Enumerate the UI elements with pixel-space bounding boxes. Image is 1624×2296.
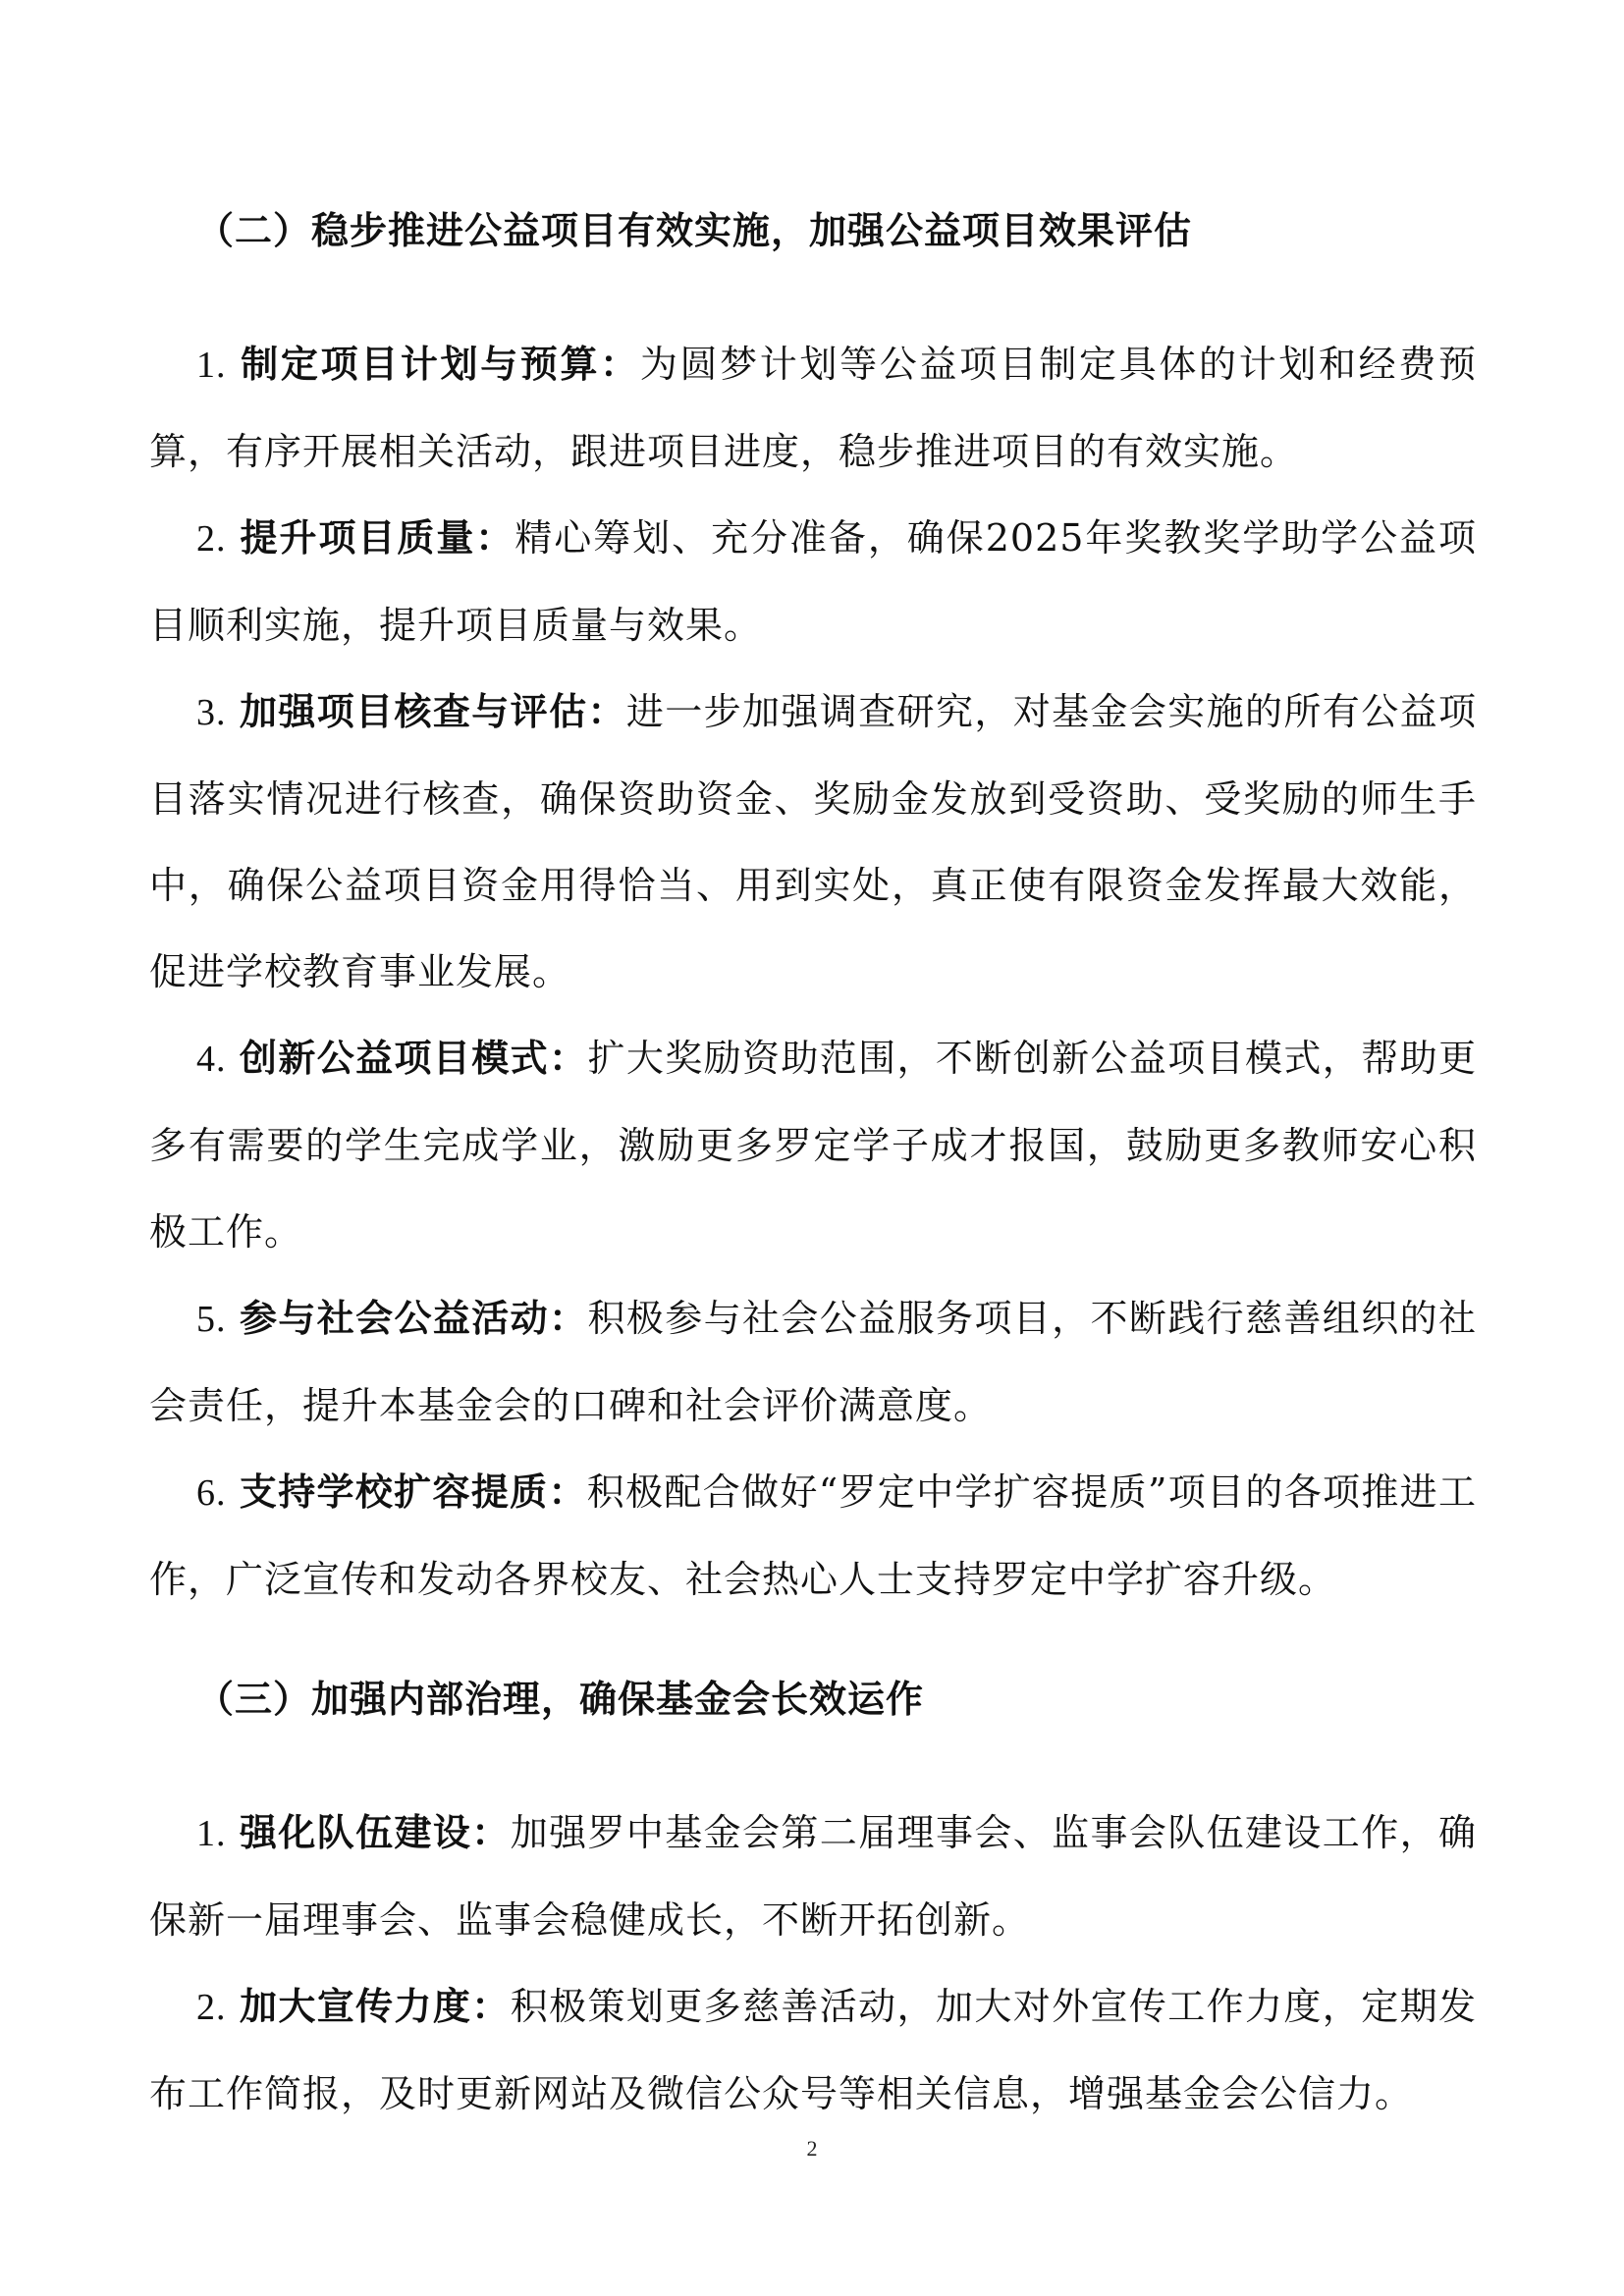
item-number: 2.: [196, 1987, 227, 2028]
item-number: 3.: [196, 692, 227, 733]
item-text: 扩大奖励资助范围，不断创新公益项目模式，帮助更多有需要的学生完成学业，激励更多罗定学子成才报国，鼓励更多教师安心积极工作。: [149, 1037, 1477, 1254]
list-item: [149, 1789, 1477, 1963]
item-number: 1.: [196, 345, 227, 386]
item-title: 创新公益项目模式：: [239, 1036, 588, 1080]
item-number: 2.: [196, 518, 227, 560]
item-text: 积极配合做好“罗定中学扩容提质”项目的各项推进工作，广泛宣传和发动各界校友、社会热心人士支持罗定中学扩容升级。: [149, 1470, 1477, 1601]
list-item: [149, 495, 1477, 668]
list-item: [149, 1275, 1477, 1449]
item-title: 参与社会公益活动：: [239, 1296, 588, 1340]
item-title: 提升项目质量：: [240, 515, 515, 560]
item-title: 加大宣传力度：: [239, 1984, 511, 2028]
item-title: 加强项目核查与评估：: [239, 689, 626, 733]
page-number: 2: [806, 2136, 818, 2161]
list-item: [149, 1449, 1477, 1623]
list-item: [149, 1963, 1477, 2137]
list-item: [149, 1015, 1477, 1275]
item-number: 6.: [196, 1472, 227, 1514]
item-text: 进一步加强调查研究，对基金会实施的所有公益项目落实情况进行核查，确保资助资金、奖励金发放到受资助、受奖励的师生手中，确保公益项目资金用得恰当、用到实处，真正使有限资金发挥最大效能，促进学校教育事业发展。: [149, 690, 1477, 993]
item-text: 加强罗中基金会第二届理事会、监事会队伍建设工作，确保新一届理事会、监事会稳健成长，不断开拓创新。: [149, 1811, 1477, 1942]
list-item: [149, 668, 1477, 1015]
item-text: 积极参与社会公益服务项目，不断践行慈善组织的社会责任，提升本基金会的口碑和社会评价满意度。: [149, 1297, 1477, 1427]
item-number: 4.: [196, 1039, 227, 1080]
item-number: 5.: [196, 1299, 227, 1340]
item-number: 1.: [196, 1813, 227, 1854]
section-heading-2: （二）稳步推进公益项目有效实施，加强公益项目效果评估: [196, 208, 1193, 252]
item-text: 精心筹划、充分准备，确保2025年奖教奖学助学公益项目顺利实施，提升项目质量与效果。: [149, 516, 1477, 647]
item-title: 支持学校扩容提质：: [239, 1469, 587, 1514]
item-title: 制定项目计划与预算：: [241, 342, 640, 386]
item-text: 积极策划更多慈善活动，加大对外宣传工作力度，定期发布工作简报，及时更新网站及微信公众号等相关信息，增强基金会公信力。: [149, 1985, 1477, 2115]
document-body: [149, 201, 1477, 2137]
item-title: 强化队伍建设：: [239, 1810, 511, 1854]
list-item: [149, 321, 1477, 495]
section-heading-3: （三）加强内部治理，确保基金会长效运作: [196, 1677, 925, 1721]
item-text: 为圆梦计划等公益项目制定具体的计划和经费预算，有序开展相关活动，跟进项目进度，稳步推进项目的有效实施。: [149, 343, 1477, 473]
